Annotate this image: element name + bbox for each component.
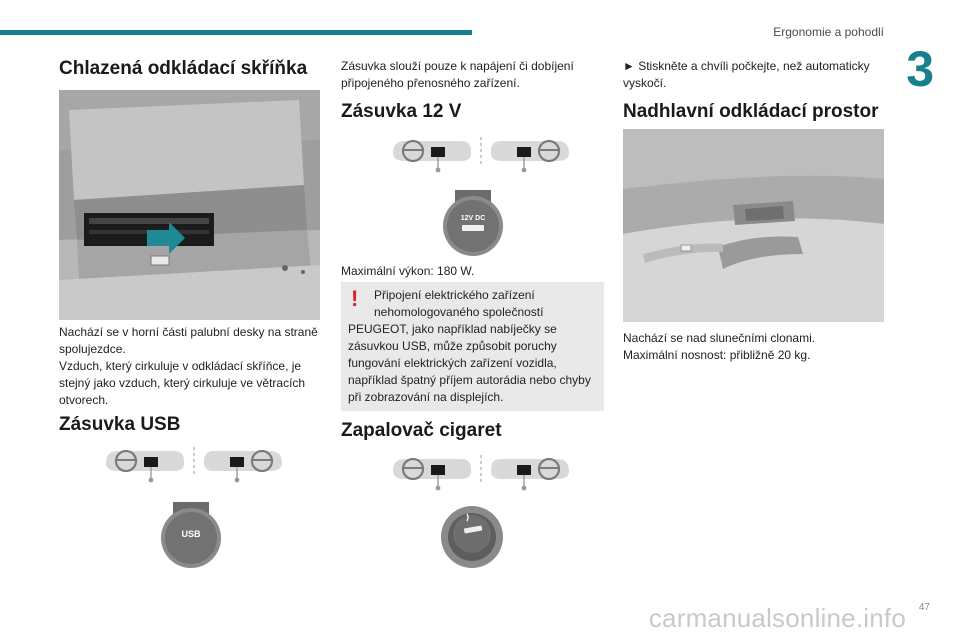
cigar-lighter-icon	[439, 504, 505, 570]
overhead-storage-photo	[623, 129, 884, 322]
12v-label: 12V DC	[460, 215, 486, 222]
heading-usb-socket: Zásuvka USB	[59, 414, 181, 435]
chapter-number: 3	[906, 41, 934, 97]
usb-label: USB	[181, 529, 201, 539]
cigar-location-icon	[371, 451, 591, 497]
text-line: ► Stiskněte a chvíli počkejte, než automaticky	[623, 59, 870, 73]
text-line: Nachází se v horní části palubní desky na straně	[59, 325, 318, 339]
max-power: Maximální výkon: 180 W.	[341, 264, 475, 278]
heading-12v-socket: Zásuvka 12 V	[341, 101, 462, 122]
text-line: Připojení elektrického zařízení	[374, 288, 535, 302]
usb-location-icon	[84, 443, 304, 489]
header-title: Ergonomie a pohodlí	[773, 25, 884, 39]
text-line: fungování elektrických zařízení vozidla,	[348, 356, 557, 370]
text-line: PEUGEOT, jako například nabíječky se	[348, 322, 557, 336]
step-instruction	[623, 58, 885, 92]
usb-socket-icon	[159, 498, 223, 570]
text-line: nehomologovaného společností	[374, 305, 544, 319]
overhead-storage-description	[623, 330, 885, 364]
text-line: Vzduch, který cirkuluje v odkládací skříňce, je	[59, 359, 302, 373]
header-accent-bar	[0, 30, 472, 35]
cooled-compartment-photo	[59, 90, 320, 320]
12v-socket-icon	[441, 186, 505, 258]
12v-location-icon	[371, 133, 591, 179]
text-line: Maximální nosnost: přibližně 20 kg.	[623, 348, 811, 362]
text-line: vyskočí.	[623, 76, 667, 90]
text-line: otvorech.	[59, 393, 109, 407]
text-line: při zobrazování na displejích.	[348, 390, 504, 404]
socket-intro	[341, 58, 604, 92]
text-line: například špatný příjem autorádia nebo chyby	[348, 373, 591, 387]
heading-cigar-lighter: Zapalovač cigaret	[341, 420, 502, 441]
text-line: Zásuvka slouží pouze k napájení či dobíjení	[341, 59, 574, 73]
text-line: spolujezdce.	[59, 342, 126, 356]
text-line: stejný jako vzduch, který cirkuluje ve větracích	[59, 376, 306, 390]
text-line: připojeného přenosného zařízení.	[341, 76, 520, 90]
text-line: zásuvkou USB, může způsobit poruchy	[348, 339, 557, 353]
warning-icon: !	[351, 286, 359, 311]
cooled-compartment-description	[59, 324, 320, 409]
warning-note	[341, 282, 604, 411]
heading-overhead-storage: Nadhlavní odkládací prostor	[623, 101, 879, 122]
text-line: Nachází se nad slunečními clonami.	[623, 331, 816, 345]
watermark: carmanualsonline.info	[648, 603, 906, 633]
page-number: 47	[918, 602, 930, 613]
heading-cooled-compartment: Chlazená odkládací skříňka	[59, 58, 308, 79]
